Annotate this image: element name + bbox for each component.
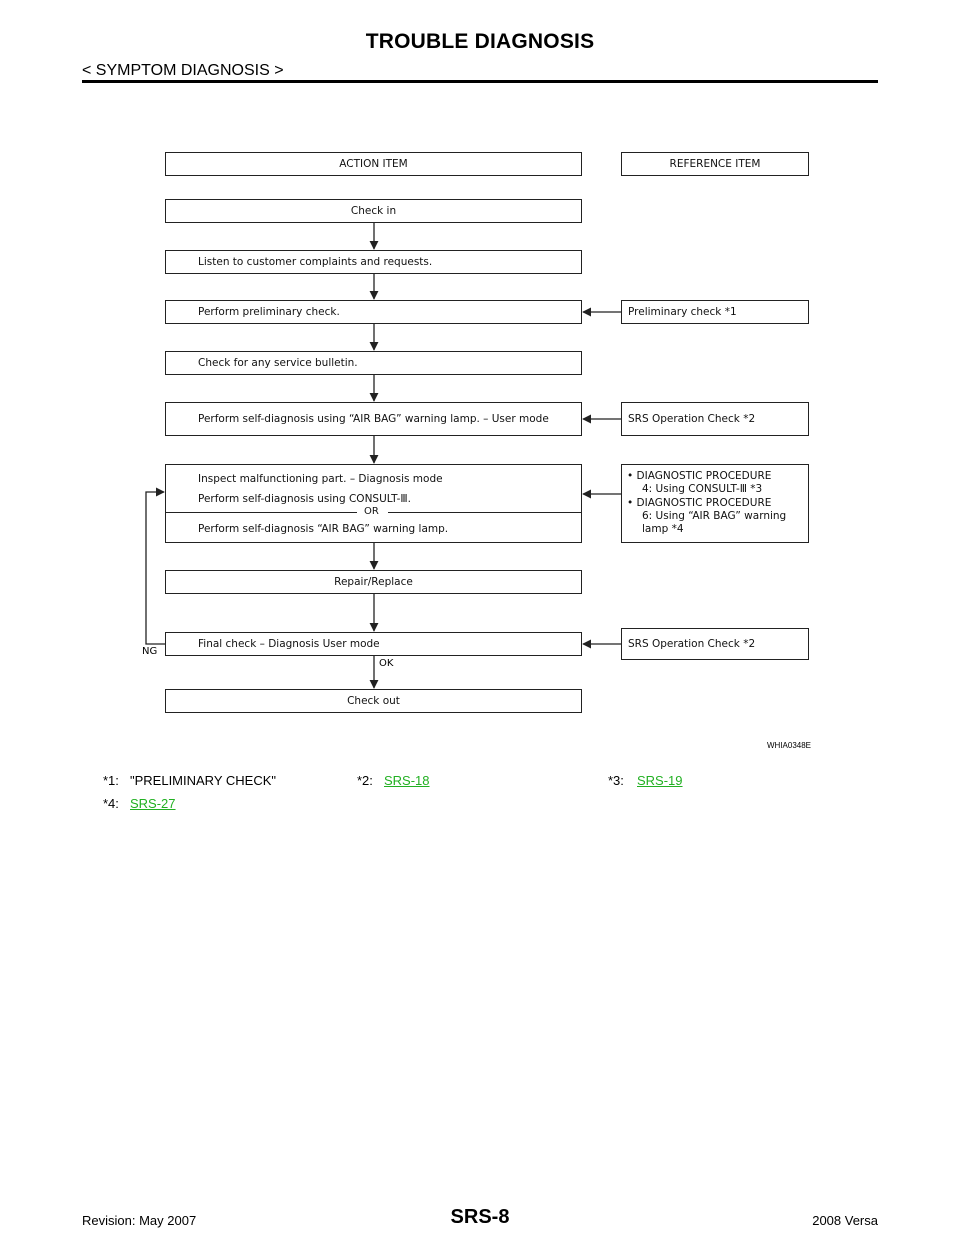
header-rule: [82, 80, 878, 83]
ref-srs-operation-check-2: SRS Operation Check *2: [621, 628, 809, 660]
step-repair-replace: Repair/Replace: [165, 570, 582, 594]
step-self-diag-user-mode: Perform self-diagnosis using “AIR BAG” warning lamp. – User mode: [165, 402, 582, 436]
footnote-2-link[interactable]: SRS-18: [384, 773, 430, 788]
figure-id: WHIA0348E: [767, 741, 812, 750]
step-service-bulletin: Check for any service bulletin.: [165, 351, 582, 375]
ng-label: NG: [142, 646, 158, 657]
action-item-header: ACTION ITEM: [165, 152, 582, 176]
section-label: < SYMPTOM DIAGNOSIS >: [82, 62, 284, 79]
footnote-2-key: *2:: [357, 773, 373, 788]
page-number: SRS-8: [450, 1206, 510, 1228]
ref-diagnostic-procedures: • DIAGNOSTIC PROCEDURE 4: Using CONSULT-Ⅲ *3 • DIAGNOSTIC PROCEDURE 6: Using “AIR BAG” warning lamp *4: [621, 464, 809, 543]
or-divider-right: [388, 512, 581, 513]
ref-srs-operation-check-1: SRS Operation Check *2: [621, 402, 809, 436]
inspect-text: Inspect malfunctioning part. – Diagnosis mode: [198, 473, 443, 485]
step-check-out: Check out: [165, 689, 582, 713]
ok-label: OK: [379, 658, 394, 669]
footnote-3-key: *3:: [608, 773, 624, 788]
step-final-check: Final check – Diagnosis User mode: [165, 632, 582, 656]
footnote-4: [130, 796, 176, 811]
arrow-ng-loop: [146, 492, 165, 644]
or-label: OR: [364, 506, 379, 517]
reference-item-header: REFERENCE ITEM: [621, 152, 809, 176]
airbag-lamp-text: Perform self-diagnosis “AIR BAG” warning lamp.: [198, 523, 449, 535]
footnote-1-text: "PRELIMINARY CHECK": [130, 773, 277, 788]
step-listen: Listen to customer complaints and requests.: [165, 250, 582, 274]
footnote-3: [637, 773, 683, 788]
step-preliminary-check: Perform preliminary check.: [165, 300, 582, 324]
ref-preliminary-check: Preliminary check *1: [621, 300, 809, 324]
footnote-1-key: *1:: [103, 773, 119, 788]
or-divider-left: [166, 512, 357, 513]
step-diagnosis-mode: [165, 464, 582, 543]
model-year: 2008 Versa: [812, 1213, 878, 1228]
footnote-4-key: *4:: [103, 796, 119, 811]
step-check-in: Check in: [165, 199, 582, 223]
revision-date: Revision: May 2007: [82, 1213, 197, 1228]
footnote-4-link[interactable]: SRS-27: [130, 796, 176, 811]
page-title: TROUBLE DIAGNOSIS: [365, 30, 595, 53]
footnote-2: [384, 773, 430, 788]
consult-text: Perform self-diagnosis using CONSULT-Ⅲ.: [198, 493, 411, 505]
footnote-3-link[interactable]: SRS-19: [637, 773, 683, 788]
